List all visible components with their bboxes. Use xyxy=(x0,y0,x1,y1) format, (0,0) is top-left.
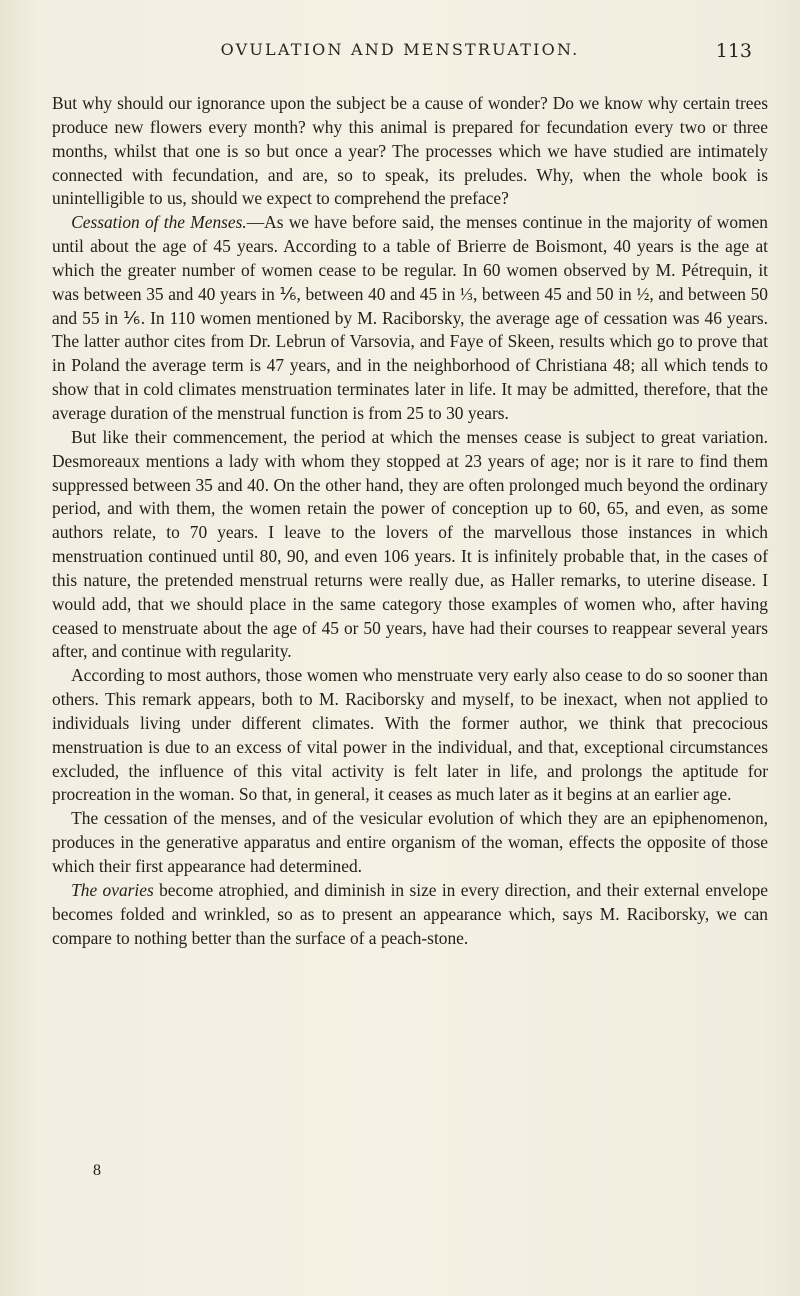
paragraph-text: According to most authors, those women who menstruate very early also cease to do so sooner than others. This remark appears, both to M. Raciborsky and myself, to be inexact, when not applied to individuals living under different climates. With the former author, we think that precocious menstruation is due to an excess of vital power in the individual, and that, exceptional circumstances excluded, the influence of this vital activity is felt later in life, and prolongs the aptitude for procreation in the woman. So that, in general, it ceases as much later as it begins at an earlier age. xyxy=(52,665,768,805)
paragraph xyxy=(52,426,768,664)
inline-emphasis: The ovaries xyxy=(71,879,154,900)
page-number: 113 xyxy=(715,40,752,62)
paragraph xyxy=(52,92,768,211)
signature-mark: 8 xyxy=(93,1162,101,1179)
paragraph-text: become atrophied, and diminish in size in every direction, and their external envelope becomes folded and wrinkled, so as to present an appearance which, says M. Raciborsky, we can compare to nothing better than the surface of a peach-stone. xyxy=(52,879,768,948)
paragraph-text: But why should our ignorance upon the subject be a cause of wonder? Do we know why certain trees produce new flowers every month? why this animal is prepared for fecundation every two or three months, whilst that one is so but once a year? The processes which we have studied are intimately connected with fecundation, and are, so to speak, its preludes. Why, when the whole book is unintelligible to us, should we expect to comprehend the preface? xyxy=(52,93,768,209)
paragraph xyxy=(52,807,768,879)
paragraph-text: But like their commencement, the period at which the menses cease is subject to great variation. Desmoreaux mentions a lady with whom they stopped at 23 years of age; nor is it rare to find them suppressed between 35 and 40. On the other hand, they are often prolonged much beyond the ordinary period, and with them, the women retain the power of conception up to 60, 65, and even, as some authors relate, to 70 years. I leave to the lovers of the marvellous those instances in which menstruation continued until 80, 90, and even 106 years. It is infinitely probable that, in the cases of this nature, the pretended menstrual returns were really due, as Haller remarks, to uterine disease. I would add, that we should place in the same category those examples of women who, after having ceased to menstruate about the age of 45 or 50 years, have had their courses to reappear several years after, and continue with regularity. xyxy=(52,426,768,662)
running-title: OVULATION AND MENSTRUATION. xyxy=(220,40,580,59)
paragraph xyxy=(52,879,768,951)
body-text xyxy=(52,92,768,950)
section-heading: Cessation of the Menses. xyxy=(71,212,247,233)
paragraph-text: —As we have before said, the menses continue in the majority of women until about the age of 45 years. According to a table of Brierre de Boismont, 40 years is the age at which the greater number of women cease to be regular. In 60 women observed by M. Pétrequin, it was between 35 and 40 years in ⅙, between 40 and 45 in ⅓, between 45 and 50 in ½, and between 50 and 55 in ⅙. In 110 women mentioned by M. Raciborsky, the average age of cessation was 46 years. The latter author cites from Dr. Lebrun of Varsovia, and Faye of Skeen, results which go to prove that in Poland the average term is 47 years, and in the neighborhood of Christiana 48; all which tends to show that in cold climates menstruation terminates later in life. It may be admitted, therefore, that the average duration of the menstrual function is from 25 to 30 years. xyxy=(52,212,769,423)
page-header xyxy=(0,40,800,66)
paragraph-text: The cessation of the menses, and of the vesicular evolution of which they are an epiphenomenon, produces in the generative apparatus and entire organism of the woman, effects the opposite of those which their first appearance had determined. xyxy=(52,808,768,876)
paragraph xyxy=(52,211,768,426)
paragraph xyxy=(52,664,768,807)
